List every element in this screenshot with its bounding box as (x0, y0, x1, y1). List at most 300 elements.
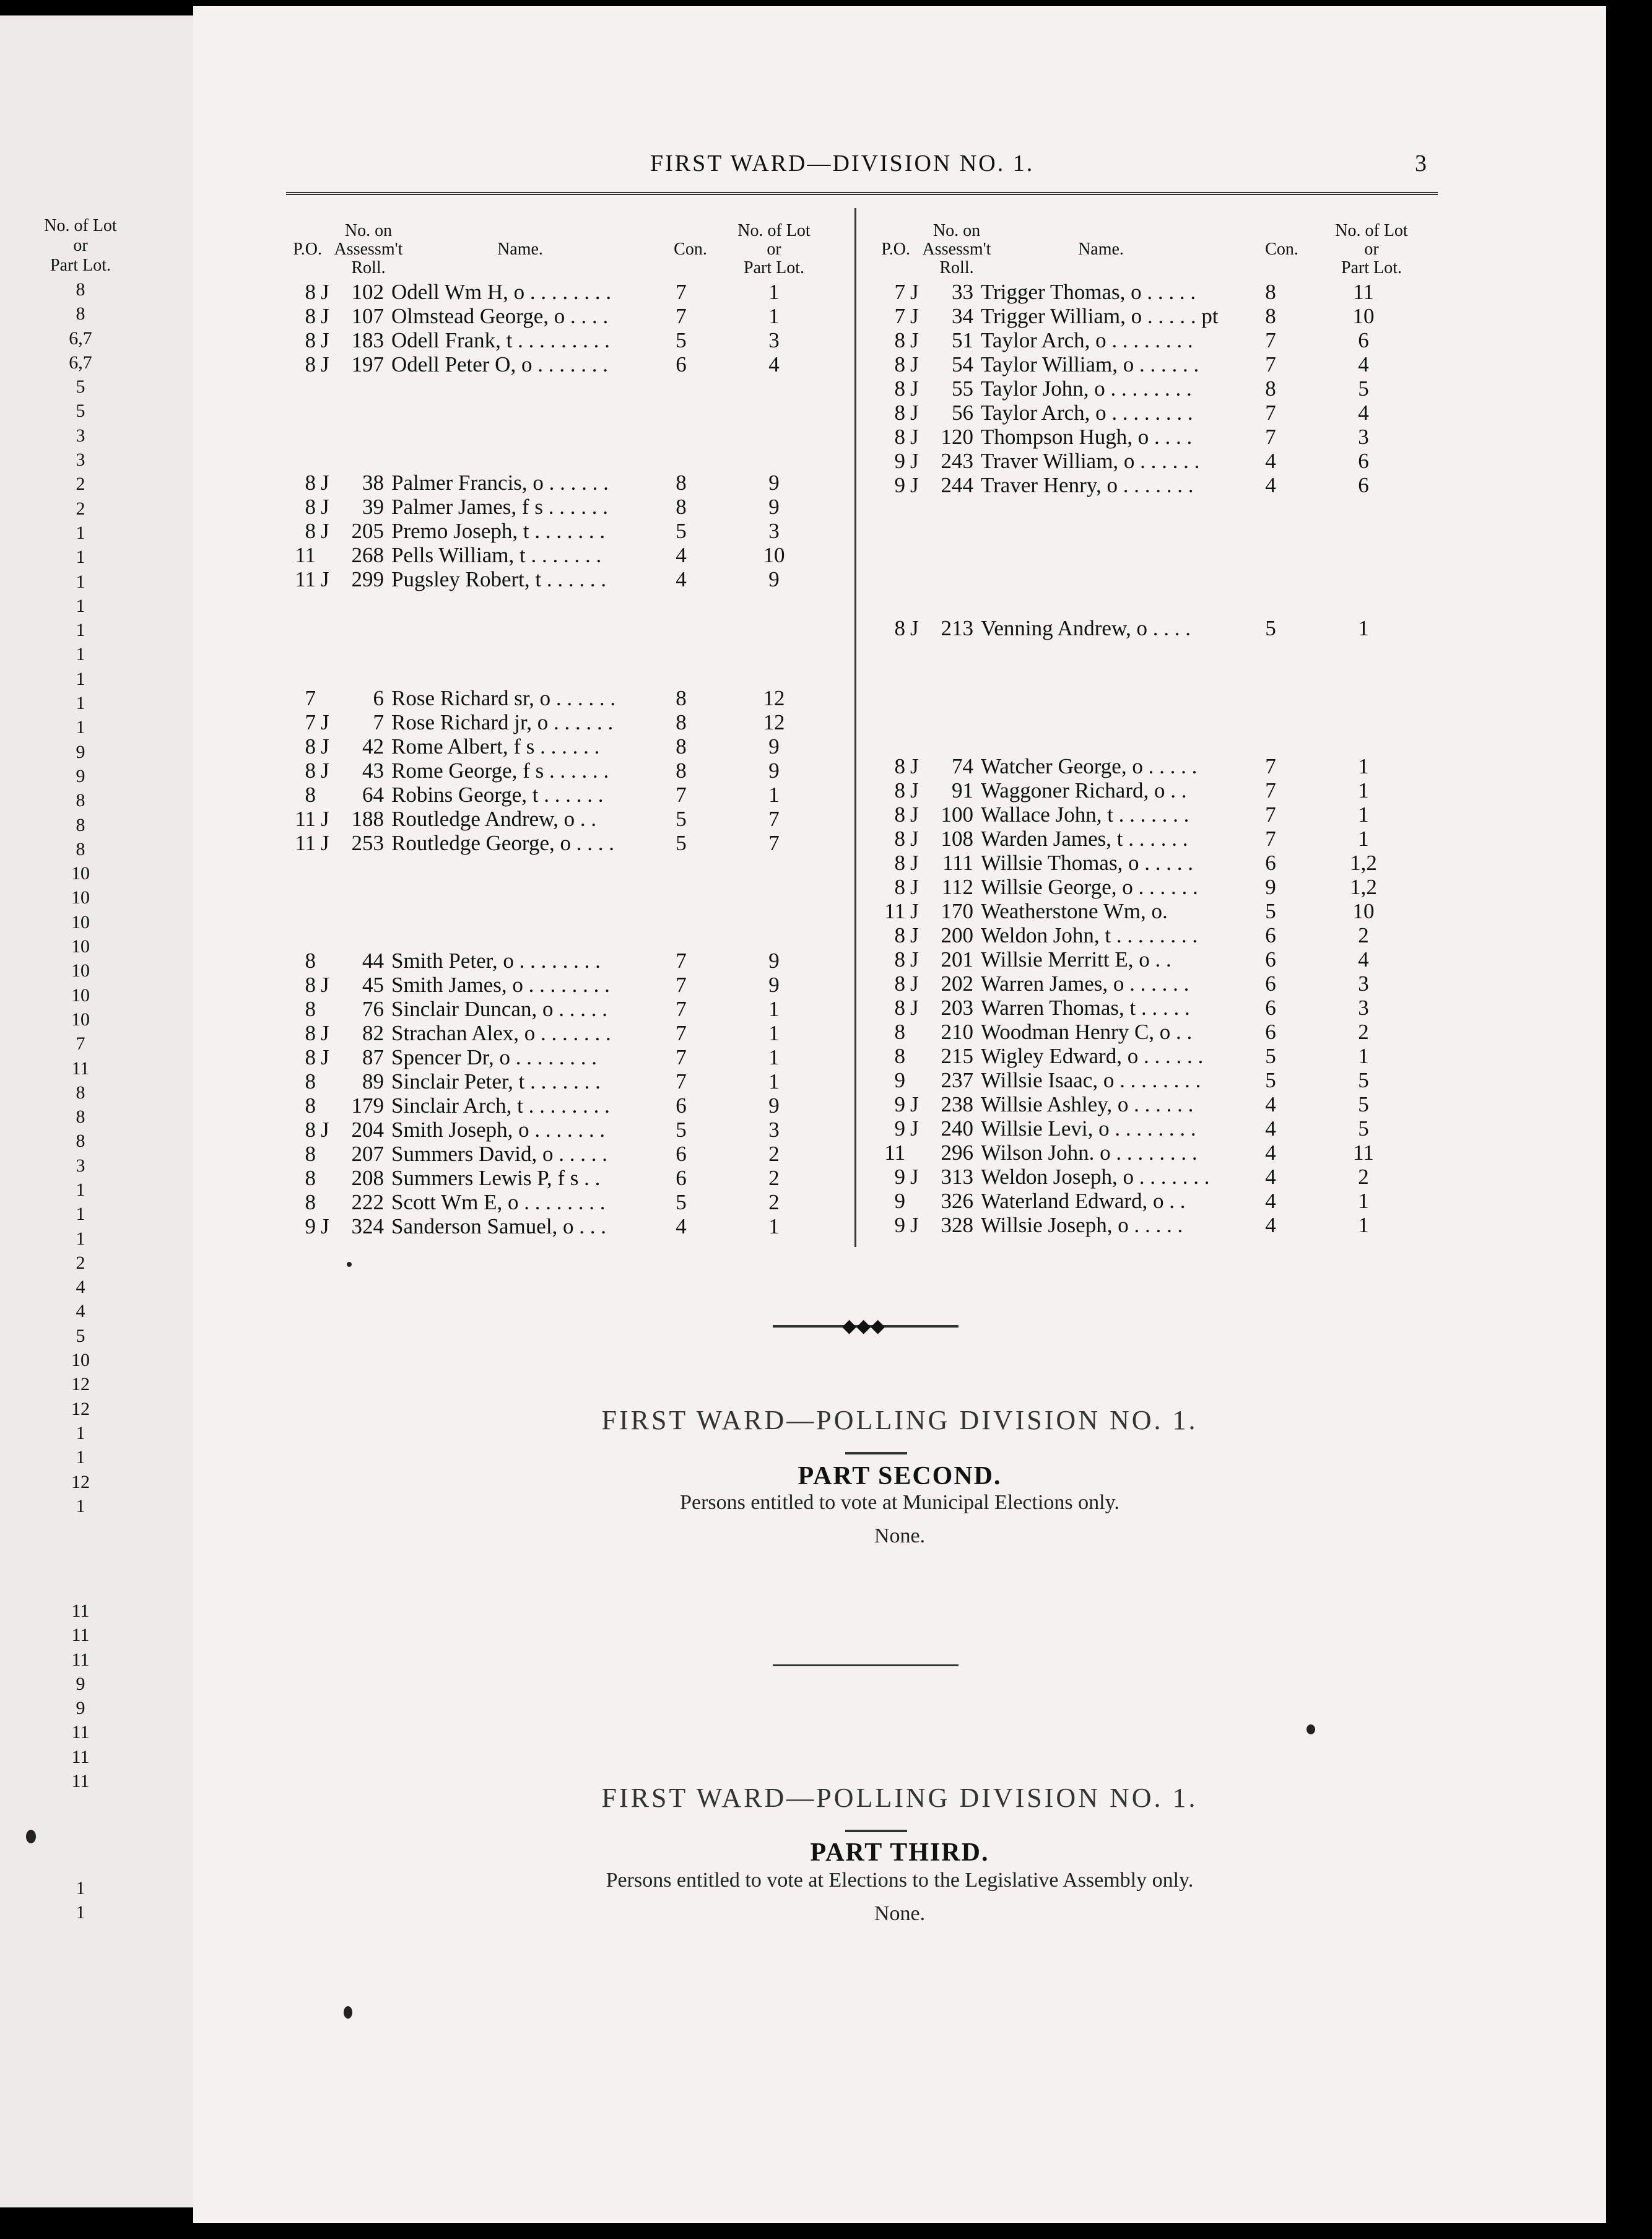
part-third-rule (845, 1830, 907, 1832)
voter-entry (862, 1068, 1425, 1093)
voter-lot: 2 (1358, 923, 1369, 947)
col-head-lot-line: or (1364, 240, 1379, 259)
left-page-lot-value: 5 (76, 401, 85, 422)
voter-entry (862, 754, 1425, 779)
page-header-title: FIRST WARD—DIVISION NO. 1. (650, 150, 1035, 176)
voter-entry (272, 495, 836, 520)
voter-lot: 2 (1358, 1165, 1369, 1189)
left-page-lot-value: 1 (76, 547, 85, 568)
voter-con: 5 (676, 1118, 687, 1142)
voter-lot: 7 (768, 831, 780, 855)
voter-j: J (321, 759, 329, 783)
voter-roll: 102 (351, 280, 384, 304)
voter-roll: 200 (941, 923, 973, 947)
voter-entry (272, 1166, 836, 1191)
voter-roll: 6 (373, 686, 384, 710)
voter-name: Weldon Joseph, o . . . . . . . (981, 1165, 1210, 1189)
voter-lot: 1 (1358, 754, 1369, 778)
voter-po: 8 (894, 352, 905, 376)
voter-con: 8 (676, 686, 687, 710)
voter-lot: 1 (768, 280, 780, 304)
voter-name: Taylor William, o . . . . . . (981, 352, 1199, 376)
voter-con: 7 (1265, 827, 1276, 851)
voter-name: Wallace John, t . . . . . . . (981, 802, 1189, 827)
voter-po: 8 (894, 328, 905, 352)
voter-j: J (321, 328, 329, 352)
voter-con: 4 (676, 1214, 687, 1238)
voter-con: 7 (676, 1045, 687, 1069)
voter-j: J (321, 973, 329, 997)
voter-po: 8 (305, 734, 316, 759)
voter-lot: 1 (768, 1045, 780, 1069)
voter-entry (272, 783, 836, 807)
voter-lot: 1 (768, 1021, 780, 1045)
left-page-lot-value: 4 (76, 1277, 85, 1298)
voter-con: 4 (1265, 1141, 1276, 1165)
ink-speck (1306, 1724, 1315, 1734)
voter-j: J (321, 352, 329, 376)
voter-con: 7 (676, 973, 687, 997)
voter-name: Willsie Thomas, o . . . . . (981, 851, 1194, 875)
voter-lot: 9 (768, 759, 780, 783)
left-page-lot-value: 11 (71, 1746, 90, 1767)
voter-con: 6 (1265, 972, 1276, 996)
voter-entry (862, 875, 1425, 900)
voter-name: Rome George, f s . . . . . . (391, 759, 609, 783)
voter-po: 8 (305, 519, 316, 543)
voter-name: Waggoner Richard, o . . (981, 778, 1187, 802)
voter-con: 7 (1265, 778, 1276, 802)
voter-con: 7 (676, 949, 687, 973)
voter-roll: 204 (351, 1118, 384, 1142)
voter-roll: 54 (952, 352, 973, 376)
voter-lot: 2 (768, 1166, 780, 1190)
voter-name: Warren Thomas, t . . . . . (981, 996, 1190, 1020)
voter-po: 7 (894, 304, 905, 328)
voter-name: Scott Wm E, o . . . . . . . . (391, 1190, 606, 1214)
voter-con: 7 (676, 997, 687, 1021)
voter-j: J (910, 827, 919, 851)
voter-lot: 10 (763, 543, 785, 567)
left-page-lot-value: 8 (76, 1106, 85, 1128)
voter-entry (272, 1214, 836, 1239)
left-page-lot-value: 1 (76, 1447, 85, 1468)
voter-lot: 7 (768, 807, 780, 831)
voter-entry (862, 376, 1425, 401)
voter-entry (862, 778, 1425, 803)
voter-entry (272, 304, 836, 329)
voter-roll: 7 (373, 710, 384, 734)
voter-roll: 42 (362, 734, 384, 759)
voter-j: J (321, 519, 329, 543)
left-page-lot-value: 1 (76, 595, 85, 616)
voter-po: 9 (894, 473, 905, 497)
left-page-lot-value: 10 (71, 863, 90, 884)
left-page-lot-value: 9 (76, 765, 85, 786)
voter-entry (862, 923, 1425, 948)
voter-po: 8 (894, 996, 905, 1020)
left-page-lot-values (12, 277, 149, 1518)
voter-roll: 210 (941, 1020, 973, 1044)
voter-j: J (910, 1213, 919, 1237)
part-second-none: None. (874, 1524, 926, 1547)
voter-roll: 120 (941, 425, 973, 449)
voter-roll: 91 (952, 778, 973, 802)
voter-lot: 2 (768, 1190, 780, 1214)
left-page-lot-value: 9 (76, 1698, 85, 1719)
voter-lot: 1 (768, 304, 780, 328)
voter-name: Smith Peter, o . . . . . . . . (391, 949, 601, 973)
voter-con: 5 (676, 1190, 687, 1214)
voter-name: Willsie Joseph, o . . . . . (981, 1213, 1183, 1237)
voter-con: 4 (1265, 1092, 1276, 1116)
voter-name: Pells William, t . . . . . . . (391, 543, 602, 567)
voter-lot: 9 (768, 495, 780, 519)
voter-po: 8 (894, 972, 905, 996)
voter-roll: 328 (941, 1213, 973, 1237)
voter-po: 8 (894, 1044, 905, 1068)
voter-name: Odell Frank, t . . . . . . . . . (391, 328, 610, 352)
voter-po: 8 (305, 759, 316, 783)
voter-name: Palmer James, f s . . . . . . (391, 495, 608, 519)
col-head-roll-line: Assessm't (922, 240, 991, 259)
part-third-heading: FIRST WARD—POLLING DIVISION NO. 1. (601, 1783, 1198, 1813)
voter-roll: 56 (952, 401, 973, 425)
left-page-lot-value: 8 (76, 279, 85, 300)
left-page-lot-value: 11 (71, 1722, 90, 1743)
voter-entry (862, 1165, 1425, 1189)
voter-name: Routledge George, o . . . . (391, 831, 614, 855)
left-page-lot-value: 11 (71, 1771, 90, 1792)
voter-po: 11 (295, 543, 316, 567)
voter-entry (272, 519, 836, 544)
voter-entry (272, 471, 836, 495)
voter-po: 8 (305, 471, 316, 495)
voter-con: 6 (1265, 923, 1276, 947)
col-head-po-text: P.O. (881, 240, 910, 259)
voter-name: Taylor Arch, o . . . . . . . . (981, 328, 1193, 352)
voter-j: J (321, 495, 329, 519)
voter-name: Traver William, o . . . . . . (981, 449, 1200, 473)
left-page-lot-value: 10 (71, 985, 90, 1006)
left-page-heading (12, 214, 149, 278)
voter-po: 9 (894, 1116, 905, 1141)
left-page-lot-value: 10 (71, 1350, 90, 1371)
voter-con: 4 (1265, 1165, 1276, 1189)
left-page-lot-value: 1 (76, 1878, 85, 1898)
voter-po: 8 (305, 1142, 316, 1166)
voter-con: 7 (676, 280, 687, 304)
voter-name: Willsie Ashley, o . . . . . . (981, 1092, 1194, 1116)
voter-name: Summers David, o . . . . . (391, 1142, 608, 1166)
voter-con: 7 (676, 783, 687, 807)
voter-j: J (910, 352, 919, 376)
voter-lot: 1 (768, 783, 780, 807)
left-page-lot-value: 9 (76, 1673, 85, 1694)
voter-con: 7 (1265, 425, 1276, 449)
left-page-lot-value: 10 (71, 911, 90, 933)
voter-lot: 9 (768, 734, 780, 759)
voter-roll: 326 (941, 1189, 973, 1213)
voter-roll: 55 (952, 376, 973, 401)
voter-name: Warden James, t . . . . . . (981, 827, 1188, 851)
voter-po: 9 (305, 1214, 316, 1238)
voter-entry (272, 280, 836, 305)
voter-roll: 38 (362, 471, 384, 495)
voter-name: Olmstead George, o . . . . (391, 304, 609, 328)
voter-con: 6 (1265, 851, 1276, 875)
voter-entry (272, 1045, 836, 1070)
voter-con: 5 (1265, 899, 1276, 923)
voter-j: J (910, 1116, 919, 1141)
voter-lot: 6 (1358, 328, 1369, 352)
part-second-description: Persons entitled to vote at Municipal Elections only. (680, 1491, 1119, 1514)
voter-po: 7 (305, 686, 316, 710)
voter-j: J (910, 754, 919, 778)
voter-j: J (910, 875, 919, 899)
voter-entry (862, 328, 1425, 353)
voter-entry (862, 304, 1425, 329)
voter-name: Rome Albert, f s . . . . . . (391, 734, 600, 759)
voter-lot: 10 (1352, 899, 1375, 923)
voter-po: 8 (894, 923, 905, 947)
voter-lot: 1 (1358, 802, 1369, 827)
voter-con: 8 (676, 495, 687, 519)
voter-name: Smith Joseph, o . . . . . . . (391, 1118, 606, 1142)
voter-entry (272, 997, 836, 1022)
voter-j: J (910, 923, 919, 947)
voter-j: J (910, 280, 919, 304)
voter-j: J (321, 280, 329, 304)
voter-roll: 111 (942, 851, 973, 875)
voter-con: 6 (1265, 996, 1276, 1020)
voter-po: 8 (305, 328, 316, 352)
voter-entry (272, 1093, 836, 1118)
voter-j: J (910, 401, 919, 425)
voter-con: 6 (676, 1142, 687, 1166)
col-head-lot-right (1322, 222, 1421, 277)
part-second-heading: FIRST WARD—POLLING DIVISION NO. 1. (601, 1405, 1198, 1435)
voter-j: J (910, 473, 919, 497)
voter-roll: 44 (362, 949, 384, 973)
col-head-lot-line: No. of Lot (737, 221, 811, 240)
voter-po: 9 (894, 1213, 905, 1237)
voter-po: 8 (305, 1045, 316, 1069)
voter-po: 8 (305, 1166, 316, 1190)
col-head-lot-line: No. of Lot (1335, 221, 1408, 240)
part-third-description: Persons entitled to vote at Elections to the Legislative Assembly only. (606, 1869, 1194, 1892)
voter-po: 8 (894, 851, 905, 875)
voter-entry (862, 1044, 1425, 1069)
voter-po: 8 (305, 304, 316, 328)
voter-name: Willsie Merritt E, o . . (981, 947, 1172, 972)
voter-roll: 237 (941, 1068, 973, 1092)
col-head-po-right (867, 222, 910, 259)
voter-j: J (910, 304, 919, 328)
voter-po: 8 (894, 616, 905, 640)
voter-po: 11 (295, 567, 316, 591)
ink-speck (347, 1262, 352, 1267)
voter-name: Premo Joseph, t . . . . . . . (391, 519, 606, 543)
voter-po: 8 (894, 875, 905, 899)
voter-con: 5 (1265, 1044, 1276, 1068)
section-divider (773, 1664, 959, 1666)
voter-po: 8 (305, 997, 316, 1021)
left-page-lot-value: 8 (76, 814, 85, 835)
voter-entry (272, 973, 836, 998)
ink-speck (26, 1830, 36, 1843)
part-second-rule (845, 1452, 907, 1454)
voter-j: J (321, 471, 329, 495)
voter-po: 7 (894, 280, 905, 304)
voter-po: 8 (305, 973, 316, 997)
voter-lot: 11 (1353, 280, 1374, 304)
voter-lot: 1 (1358, 1044, 1369, 1068)
voter-roll: 45 (362, 973, 384, 997)
voter-roll: 201 (941, 947, 973, 972)
voter-j: J (910, 972, 919, 996)
col-head-lot-line: Part Lot. (744, 258, 804, 277)
voter-roll: 112 (941, 875, 973, 899)
voter-po: 9 (894, 1165, 905, 1189)
voter-j: J (910, 1165, 919, 1189)
voter-roll: 238 (941, 1092, 973, 1116)
voter-entry (272, 949, 836, 973)
voter-po: 11 (884, 1141, 905, 1165)
left-page-lot-value: 12 (71, 1471, 90, 1492)
voter-po: 8 (305, 1093, 316, 1118)
voter-name: Sinclair Peter, t . . . . . . . (391, 1069, 601, 1093)
voter-lot: 6 (1358, 449, 1369, 473)
left-page-lot-value: 1 (76, 693, 85, 714)
voter-po: 8 (305, 783, 316, 807)
column-divider (854, 208, 856, 1247)
voter-roll: 207 (351, 1142, 384, 1166)
voter-lot: 12 (763, 686, 785, 710)
voter-lot: 3 (1358, 425, 1369, 449)
voter-roll: 222 (351, 1190, 384, 1214)
left-page-lot-value: 1 (76, 522, 85, 543)
voter-con: 5 (1265, 1068, 1276, 1092)
col-head-lot-line: or (767, 240, 781, 259)
voter-roll: 215 (941, 1044, 973, 1068)
left-page-lot-value: 5 (76, 1325, 85, 1346)
col-head-roll-line: Assessm't (334, 240, 403, 259)
voter-con: 6 (676, 352, 687, 376)
voter-lot: 1 (1358, 827, 1369, 851)
part-third-none: None. (874, 1902, 926, 1925)
voter-po: 8 (305, 1118, 316, 1142)
voter-con: 9 (1265, 875, 1276, 899)
voter-lot: 5 (1358, 376, 1369, 401)
voter-roll: 64 (362, 783, 384, 807)
voter-entry (272, 831, 836, 856)
voter-entry (272, 710, 836, 735)
voter-po: 8 (305, 280, 316, 304)
voter-name: Strachan Alex, o . . . . . . . (391, 1021, 611, 1045)
left-page-lot-value: 11 (71, 1601, 90, 1621)
voter-roll: 203 (941, 996, 973, 1020)
voter-con: 7 (1265, 802, 1276, 827)
left-page-lot-value: 11 (71, 1058, 90, 1079)
voter-con: 6 (676, 1093, 687, 1118)
voter-roll: 183 (351, 328, 384, 352)
voter-entry (862, 899, 1425, 924)
voter-j: J (910, 851, 919, 875)
voter-name: Woodman Henry C, o . . (981, 1020, 1193, 1044)
left-page-lot-value: 1 (76, 717, 85, 738)
col-head-po-text: P.O. (293, 240, 322, 259)
voter-name: Routledge Andrew, o . . (391, 807, 597, 831)
left-page-lot-value: 1 (76, 571, 85, 592)
voter-entry (862, 352, 1425, 377)
voter-entry (272, 328, 836, 353)
voter-roll: 89 (362, 1069, 384, 1093)
voter-lot: 3 (768, 1118, 780, 1142)
voter-entry (272, 1118, 836, 1142)
voter-name: Odell Peter O, o . . . . . . . (391, 352, 608, 376)
voter-lot: 2 (1358, 1020, 1369, 1044)
voter-con: 4 (1265, 1189, 1276, 1213)
voter-name: Thompson Hugh, o . . . . (981, 425, 1193, 449)
left-page-lot-value: 8 (76, 790, 85, 811)
voter-po: 8 (305, 495, 316, 519)
left-page-lot-value: 10 (71, 936, 90, 957)
left-page-lot-values-bottom (12, 1876, 149, 1925)
voter-lot: 3 (1358, 972, 1369, 996)
voter-j: J (321, 734, 329, 759)
voter-po: 11 (295, 807, 316, 831)
voter-entry (272, 1142, 836, 1167)
voter-j: J (910, 802, 919, 827)
voter-roll: 268 (351, 543, 384, 567)
left-page-lot-value: 11 (71, 1625, 90, 1646)
col-head-roll-line: Roll. (351, 258, 386, 277)
left-heading-line: No. of Lot (44, 216, 117, 235)
voter-entry (862, 802, 1425, 827)
voter-entry (272, 1190, 836, 1215)
left-page-lot-value: 1 (76, 1902, 85, 1923)
left-page-lot-value: 10 (71, 1009, 90, 1030)
voter-name: Rose Richard jr, o . . . . . . (391, 710, 614, 734)
col-head-roll-right (910, 222, 1003, 277)
left-page-lot-value: 7 (76, 1033, 85, 1054)
voter-entry (862, 827, 1425, 851)
voter-name: Sinclair Duncan, o . . . . . (391, 997, 607, 1021)
voter-entry (272, 734, 836, 759)
voter-lot: 9 (768, 949, 780, 973)
voter-entry (862, 996, 1425, 1020)
voter-roll: 76 (362, 997, 384, 1021)
voter-roll: 100 (941, 802, 973, 827)
voter-con: 4 (676, 543, 687, 567)
voter-lot: 4 (1358, 947, 1369, 972)
voter-name: Pugsley Robert, t . . . . . . (391, 567, 607, 591)
voter-name: Summers Lewis P, f s . . (391, 1166, 601, 1190)
voter-entry (862, 473, 1425, 498)
voter-roll: 243 (941, 449, 973, 473)
voter-name: Sinclair Arch, t . . . . . . . . (391, 1093, 610, 1118)
voter-con: 5 (676, 519, 687, 543)
voter-po: 8 (305, 949, 316, 973)
left-page-lot-value: 10 (71, 887, 90, 908)
voter-po: 8 (894, 401, 905, 425)
left-page-lot-value: 6,7 (69, 352, 92, 373)
voter-j: J (910, 778, 919, 802)
voter-j: J (321, 1214, 329, 1238)
voter-po: 8 (894, 425, 905, 449)
voter-po: 8 (894, 827, 905, 851)
